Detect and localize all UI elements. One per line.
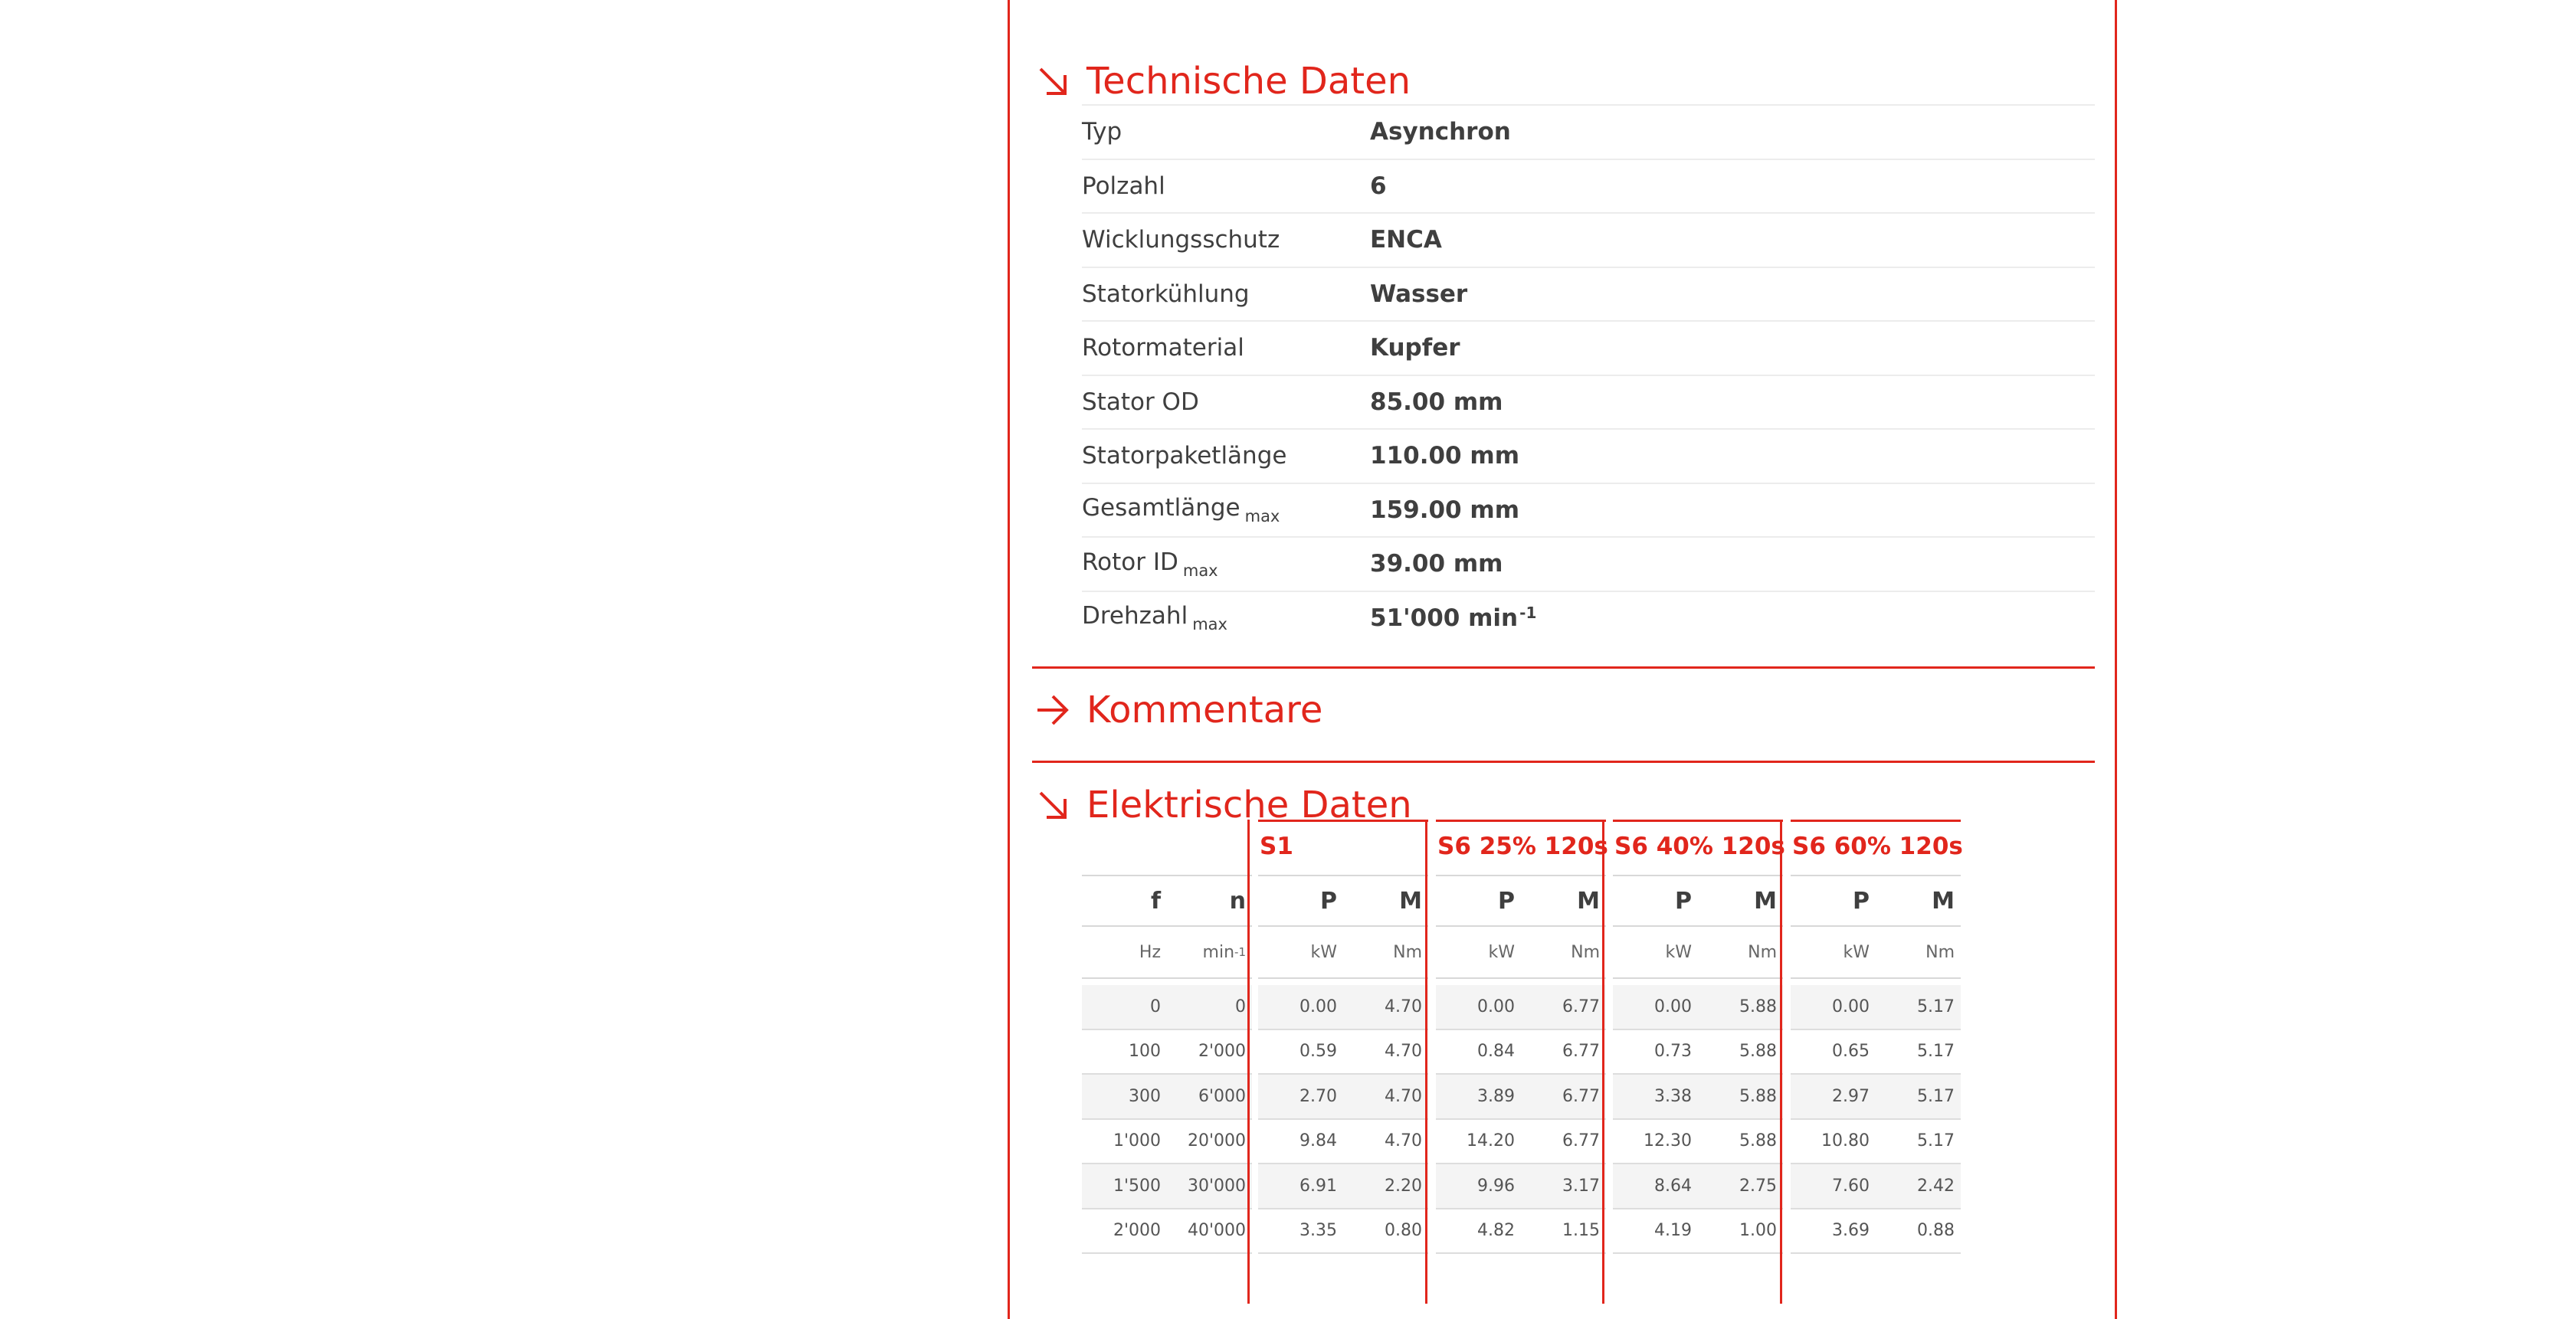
group-header: S1 [1258,820,1428,870]
data-group [1247,820,1422,1304]
spec-label-text: Stator OD [1082,388,1199,416]
data-group-inner [1791,820,1961,1304]
header-separator [1791,977,1961,979]
table-cell: 0.88 [1917,1221,1955,1241]
spec-value [1370,118,1511,146]
spec-label-subscript: max [1182,561,1218,580]
spec-value [1370,550,1503,578]
table-cell: 2.70 [1299,1086,1337,1106]
symbol-cell: M [1932,887,1955,915]
table-row [1436,985,1606,1030]
table-cell: 5.17 [1917,997,1955,1016]
table-cell: 0.00 [1832,997,1870,1016]
symbol-row [1258,875,1428,925]
spec-value-text: Kupfer [1370,334,1460,362]
unit-row [1082,925,1252,977]
unit-cell [1343,927,1428,977]
symbol-cell: P [1853,887,1870,915]
unit-row [1791,925,1961,977]
spec-label-subscript: max [1192,615,1227,634]
spec-row [1082,375,2095,429]
table-row [1791,1209,1961,1255]
table-cell: 5.88 [1739,997,1777,1016]
table-row [1613,1075,1783,1120]
table-row [1082,985,1252,1030]
unit-text: kW [1488,942,1515,962]
divider [1032,761,2095,763]
spec-row [1082,159,2095,213]
spec-row [1082,428,2095,483]
spec-label-text: Drehzahl [1082,602,1188,630]
unit-cell [1082,927,1167,977]
table-cell: 4.70 [1385,1042,1422,1062]
unit-cell [1613,927,1698,977]
spec-label [1082,226,1370,254]
spec-value [1370,172,1387,200]
symbol-row [1082,875,1252,925]
table-row [1791,1164,1961,1209]
table-cell: 10.80 [1821,1131,1870,1151]
spec-value [1370,334,1460,362]
table-row [1791,985,1961,1030]
unit-text: Nm [1571,942,1600,962]
unit-row [1613,925,1783,977]
table-cell: 2.20 [1385,1176,1422,1196]
symbol-row [1436,875,1606,925]
table-cell: 5.88 [1739,1042,1777,1062]
table-cell: 2.75 [1739,1176,1777,1196]
table-cell: 5.17 [1917,1042,1955,1062]
unit-cell [1791,927,1876,977]
spec-row [1082,320,2095,375]
table-cell: 3.35 [1299,1221,1337,1241]
table-cell: 7.60 [1832,1176,1870,1196]
spec-row [1082,104,2095,159]
table-row [1258,1209,1428,1255]
spec-label [1082,602,1370,633]
spec-label-text: Polzahl [1082,172,1165,200]
header-separator [1082,977,1252,979]
unit-text: min [1202,942,1235,962]
spec-label [1082,494,1370,525]
table-row [1613,985,1783,1030]
table-cell: 0.84 [1477,1042,1515,1062]
spec-label-text: Wicklungsschutz [1082,226,1280,254]
technical-data-title: Technische Daten [1086,60,1411,103]
table-row [1436,1075,1606,1120]
table-cell: 3.17 [1562,1176,1600,1196]
table-row [1613,1164,1783,1209]
table-row [1082,1209,1252,1255]
data-group-inner [1082,820,1252,1304]
table-row [1258,1030,1428,1075]
table-cell: 100 [1129,1042,1161,1062]
spec-label-text: Gesamtlänge [1082,494,1240,522]
spec-value [1370,280,1467,308]
spec-value [1370,226,1442,254]
table-row [1258,1075,1428,1120]
technical-data-header[interactable] [1036,60,1411,103]
table-row [1436,1030,1606,1075]
table-cell: 3.69 [1832,1221,1870,1241]
arrow-down-right-icon [1036,788,1070,822]
table-cell: 2.97 [1832,1086,1870,1106]
table-row [1082,1030,1252,1075]
spec-value-text: 6 [1370,172,1387,200]
divider [1032,666,2095,669]
table-row [1082,1164,1252,1209]
table-cell: 0.73 [1654,1042,1692,1062]
spec-label [1082,334,1370,362]
spec-label-text: Statorkühlung [1082,280,1250,308]
data-group [1780,820,1963,1304]
spec-label [1082,442,1370,470]
unit-text: Nm [1393,942,1422,962]
spec-label [1082,388,1370,416]
header-separator [1436,977,1606,979]
table-cell: 0.80 [1385,1221,1422,1241]
electrical-data-header[interactable] [1036,784,1412,826]
spec-label-text: Rotor ID [1082,548,1178,576]
group-header: S6 60% 120s [1791,820,1961,870]
spec-value [1370,604,1536,632]
spec-value [1370,496,1519,524]
comments-header[interactable] [1036,689,1323,732]
symbol-cell: f [1150,887,1161,915]
table-cell: 0.00 [1477,997,1515,1016]
data-group [1602,820,1785,1304]
unit-text: kW [1310,942,1337,962]
symbol-cell: M [1399,887,1422,915]
spec-label [1082,280,1370,308]
table-cell: 1.00 [1739,1221,1777,1241]
unit-text: Nm [1925,942,1955,962]
table-row [1436,1209,1606,1255]
unit-cell [1698,927,1783,977]
table-cell: 4.19 [1654,1221,1692,1241]
header-separator [1613,977,1783,979]
table-cell: 6.77 [1562,1086,1600,1106]
unit-cell [1521,927,1606,977]
table-cell: 1.15 [1562,1221,1600,1241]
data-group-inner [1258,820,1428,1304]
symbol-cell: M [1754,887,1777,915]
table-cell: 6'000 [1198,1086,1246,1106]
spec-row [1082,483,2095,537]
symbol-cell: P [1675,887,1692,915]
table-row [1258,1120,1428,1165]
table-cell: 6.77 [1562,1042,1600,1062]
table-row [1436,1120,1606,1165]
symbol-cell: P [1498,887,1515,915]
electrical-data-title: Elektrische Daten [1086,784,1412,826]
table-cell: 0 [1150,997,1161,1016]
unit-cell [1876,927,1961,977]
unit-text: kW [1665,942,1692,962]
table-cell: 4.82 [1477,1221,1515,1241]
table-cell: 0.00 [1299,997,1337,1016]
table-cell: 300 [1129,1086,1161,1106]
unit-row [1436,925,1606,977]
symbol-row [1613,875,1783,925]
table-cell: 5.17 [1917,1086,1955,1106]
technical-data-table [1082,104,2095,644]
spec-value-text: Wasser [1370,280,1468,308]
table-cell: 1'500 [1113,1176,1161,1196]
table-cell: 4.70 [1385,1131,1422,1151]
table-cell: 0.65 [1832,1042,1870,1062]
spec-value-superscript: -1 [1519,604,1537,623]
table-cell: 12.30 [1644,1131,1692,1151]
table-cell: 30'000 [1187,1176,1246,1196]
arrow-right-icon [1036,693,1070,727]
group-header: S6 25% 120s [1436,820,1606,870]
spec-value-text: 85.00 mm [1370,388,1503,416]
data-group-inner [1613,820,1783,1304]
spec-label [1082,118,1370,146]
unit-text: kW [1843,942,1870,962]
spec-value-text: Asynchron [1370,118,1511,146]
spec-value-text: 51'000 min [1370,604,1519,633]
table-cell: 40'000 [1187,1221,1246,1241]
table-cell: 3.89 [1477,1086,1515,1106]
table-cell: 2.42 [1917,1176,1955,1196]
table-row [1613,1120,1783,1165]
table-cell: 8.64 [1654,1176,1692,1196]
group-header: S6 40% 120s [1613,820,1783,870]
spec-value-text: 159.00 mm [1370,496,1520,524]
symbol-cell: M [1577,887,1600,915]
table-cell: 9.84 [1299,1131,1337,1151]
table-cell: 2'000 [1113,1221,1161,1241]
arrow-down-right-icon [1036,64,1070,98]
spec-row [1082,212,2095,267]
table-cell: 1'000 [1113,1131,1161,1151]
table-row [1791,1075,1961,1120]
table-cell: 0.59 [1299,1042,1337,1062]
symbol-row [1791,875,1961,925]
unit-cell [1167,927,1252,977]
table-cell: 4.70 [1385,997,1422,1016]
spec-value-text: 39.00 mm [1370,550,1503,578]
spec-label-subscript: max [1244,507,1280,526]
table-cell: 9.96 [1477,1176,1515,1196]
table-row [1082,1120,1252,1165]
table-cell: 2'000 [1198,1042,1246,1062]
table-cell: 0 [1235,997,1246,1016]
unit-cell [1436,927,1521,977]
symbol-cell: n [1229,887,1246,915]
unit-text: Hz [1139,942,1161,962]
spec-label-text: Typ [1082,118,1122,146]
table-cell: 14.20 [1467,1131,1515,1151]
table-row [1082,1075,1252,1120]
table-cell: 4.70 [1385,1086,1422,1106]
comments-title: Kommentare [1086,689,1323,732]
table-row [1613,1030,1783,1075]
data-group [1425,820,1608,1304]
spec-row [1082,267,2095,321]
data-group-inner [1436,820,1606,1304]
table-cell: 0.00 [1654,997,1692,1016]
spec-value-text: 110.00 mm [1370,442,1520,470]
table-cell: 3.38 [1654,1086,1692,1106]
table-cell: 5.17 [1917,1131,1955,1151]
table-cell: 6.91 [1299,1176,1337,1196]
table-row [1258,1164,1428,1209]
symbol-cell: P [1320,887,1337,915]
spec-value-text: ENCA [1370,226,1442,254]
table-row [1791,1120,1961,1165]
table-cell: 5.88 [1739,1131,1777,1151]
table-cell: 20'000 [1187,1131,1246,1151]
unit-cell [1258,927,1343,977]
table-row [1258,985,1428,1030]
spec-row [1082,536,2095,591]
spec-row [1082,591,2095,645]
table-row [1613,1209,1783,1255]
spec-label-text: Statorpaketlänge [1082,442,1287,470]
table-cell: 5.88 [1739,1086,1777,1106]
table-row [1436,1164,1606,1209]
group-header [1082,820,1252,870]
spec-value [1370,442,1519,470]
table-cell: 6.77 [1562,997,1600,1016]
unit-row [1258,925,1428,977]
unit-text: Nm [1748,942,1777,962]
spec-value [1370,388,1503,416]
header-separator [1258,977,1428,979]
spec-label [1082,172,1370,200]
table-cell: 6.77 [1562,1131,1600,1151]
table-row [1791,1030,1961,1075]
spec-label-text: Rotormaterial [1082,334,1244,362]
spec-label [1082,548,1370,580]
unit-superscript: -1 [1234,945,1246,959]
